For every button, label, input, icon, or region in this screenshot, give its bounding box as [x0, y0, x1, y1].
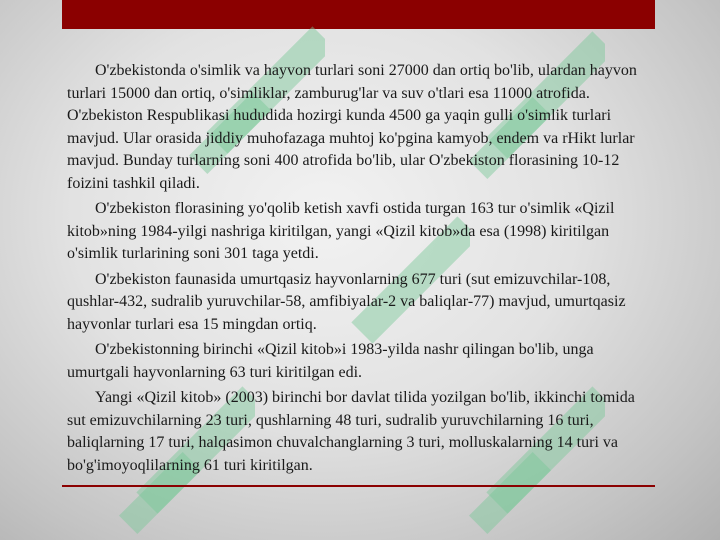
paragraph: O'zbekistonning birinchi «Qizil kitob»i 1983-yilda nashr qilingan bo'lib, unga umurtgali hayvonlarning 63 turi kiritilgan edi.	[67, 341, 594, 381]
paragraph: Yangi «Qizil kitob» (2003) birinchi bor davlat tilida yozilgan bo'lib, ikkinchi tomida sut emizuvchilarning 23 turi, qushlarning 48 turi, sudralib yuruvchilarning 16 turi, baliqlarning 17 turi, halqasimon chuvalchanglarning 3 turi, molluskalarning 14 turi va bo'g'imoyoqlilarning 61 turi kiritilgan.	[67, 389, 635, 474]
paragraph: O'zbekiston faunasida umurtqasiz hayvonlarning 677 turi (sut emizuvchilar-108, qushlar-432, sudralib yuruvchilar-58, amfibiyalar-2 va baliqlar-77) mavjud, umurtqasiz hayvonlar turlari esa 15 mingdan ortiq.	[67, 270, 626, 333]
paragraph: O'zbekistonda o'simlik va hayvon turlari soni 27000 dan ortiq bo'lib, ulardan hayvon turlari 15000 dan ortiq, o'simliklar, zamburug'lar va suv o'tlari esa 11000 atrofida. O'zbekiston Respublikasi hududida hozirgi kunda 4500 ga yaqin gulli o'simlik turlari mavjud. Ular orasida jiddiy muhofazaga muhtoj ko'pgina kamyob, endem va rHikt lurlar mavjud. Bunday turlarning soni 400 atrofida bo'lib, ular O'zbekiston florasining 10-12 foizini tashkil qiladi.	[67, 62, 637, 192]
footer-rule	[62, 485, 655, 487]
paragraph: O'zbekiston florasining yo'qolib ketish xavfi ostida turgan 163 tur o'simlik «Qizil kitob»ning 1984-yilgi nashriga kiritilgan, yangi «Qizil kitob»da esa (1998) kiritilgan o'simlik turlarining soni 301 taga yetdi.	[67, 200, 615, 262]
header-bar	[62, 0, 655, 29]
body-text	[67, 60, 657, 480]
